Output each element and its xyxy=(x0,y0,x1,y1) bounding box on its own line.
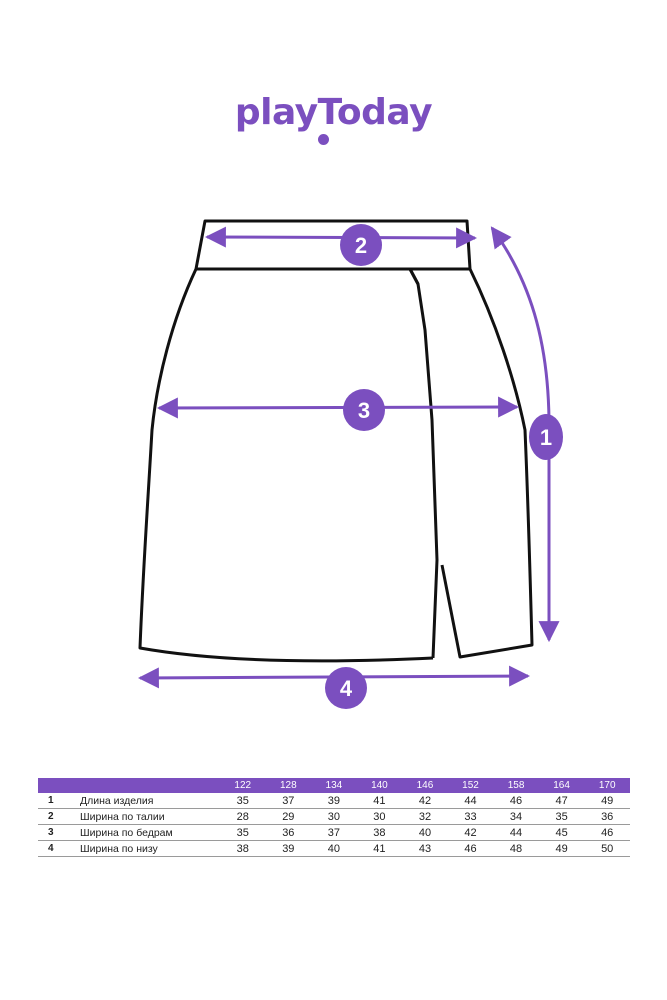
row-number: 3 xyxy=(48,827,54,838)
skirt-outline xyxy=(140,221,532,661)
measurement-value-cell: 50 xyxy=(601,842,614,855)
table-row xyxy=(38,841,630,857)
row-measurement-name: Ширина по низу xyxy=(80,842,158,855)
measurement-value-cell: 28 xyxy=(236,810,249,823)
size-header-cell: 128 xyxy=(279,780,297,791)
measurement-value-cell: 40 xyxy=(418,826,432,839)
measurement-value-cell: 34 xyxy=(509,810,523,823)
measurement-value-cell: 39 xyxy=(327,794,340,807)
measurement-value-cell: 35 xyxy=(236,794,249,807)
measurement-value-cell: 35 xyxy=(236,826,249,839)
measurement-value-cell: 37 xyxy=(327,826,340,839)
measurement-value-cell: 42 xyxy=(464,826,477,839)
measurement-value-cell: 46 xyxy=(601,826,614,839)
measurement-value-cell: 49 xyxy=(555,842,568,855)
measurement-value-cell: 47 xyxy=(555,794,568,807)
size-header-cell: 170 xyxy=(598,780,616,791)
measurement-value-cell: 35 xyxy=(555,810,568,823)
size-header-cell: 152 xyxy=(462,780,479,791)
measurement-value-cell: 37 xyxy=(282,794,295,807)
measurement-value-cell: 48 xyxy=(509,842,523,855)
measurement-value-cell: 32 xyxy=(418,810,432,823)
measurement-value-cell: 43 xyxy=(418,842,432,855)
measurement-value-cell: 29 xyxy=(282,810,295,823)
measurement-value-cell: 46 xyxy=(464,842,477,855)
row-number: 2 xyxy=(48,811,54,822)
row-measurement-name: Ширина по талии xyxy=(80,810,165,823)
size-header-cell: 164 xyxy=(553,780,570,791)
skirt-body xyxy=(140,269,532,661)
measurement-value-cell: 44 xyxy=(509,826,523,839)
row-number: 4 xyxy=(48,843,54,854)
size-header-cell: 158 xyxy=(507,780,525,791)
measure-waist xyxy=(207,224,475,266)
row-measurement-name: Ширина по бедрам xyxy=(80,826,173,839)
measurement-value-cell: 38 xyxy=(236,842,249,855)
size-header-cell: 134 xyxy=(325,780,343,791)
size-table xyxy=(38,778,630,857)
measurement-value-cell: 39 xyxy=(282,842,295,855)
measure-hem xyxy=(140,667,528,709)
measurement-value-cell: 41 xyxy=(373,842,386,855)
row-number: 1 xyxy=(48,795,54,806)
measurement-value-cell: 49 xyxy=(601,794,614,807)
measurement-value-cell: 30 xyxy=(373,810,386,823)
table-row xyxy=(38,825,630,841)
measurement-value-cell: 36 xyxy=(282,826,295,839)
measurement-value-cell: 44 xyxy=(464,794,477,807)
size-header-cell: 146 xyxy=(416,780,434,791)
measurement-value-cell: 46 xyxy=(509,794,523,807)
measurement-value-cell: 38 xyxy=(373,826,386,839)
table-row xyxy=(38,793,630,809)
table-row xyxy=(38,809,630,825)
measure-length xyxy=(492,228,563,640)
measurement-value-cell: 42 xyxy=(418,794,432,807)
measurement-value-cell: 33 xyxy=(464,810,477,823)
measurement-value-cell: 41 xyxy=(373,794,386,807)
size-header-cell: 122 xyxy=(234,780,252,791)
size-header-row xyxy=(38,778,630,793)
hem-label: 4 xyxy=(339,676,353,701)
wrap-panel-edge xyxy=(410,269,437,658)
measurement-value-cell: 30 xyxy=(327,810,340,823)
front-panel-line xyxy=(410,269,418,284)
measurement-value-cell: 36 xyxy=(601,810,614,823)
measure-hips xyxy=(159,389,517,431)
size-table-body xyxy=(38,793,630,857)
header-num-cell xyxy=(38,778,80,793)
length-label: 1 xyxy=(539,425,553,450)
waist-label: 2 xyxy=(354,233,368,258)
waistband xyxy=(196,221,470,269)
row-measurement-name: Длина изделия xyxy=(80,794,154,807)
size-header-cell: 140 xyxy=(371,780,388,791)
measurement-value-cell: 45 xyxy=(555,826,568,839)
measurement-value-cell: 40 xyxy=(327,842,340,855)
header-name-cell xyxy=(80,778,220,793)
hips-label: 3 xyxy=(357,398,371,423)
brand-logo-text: playToday xyxy=(234,92,433,133)
